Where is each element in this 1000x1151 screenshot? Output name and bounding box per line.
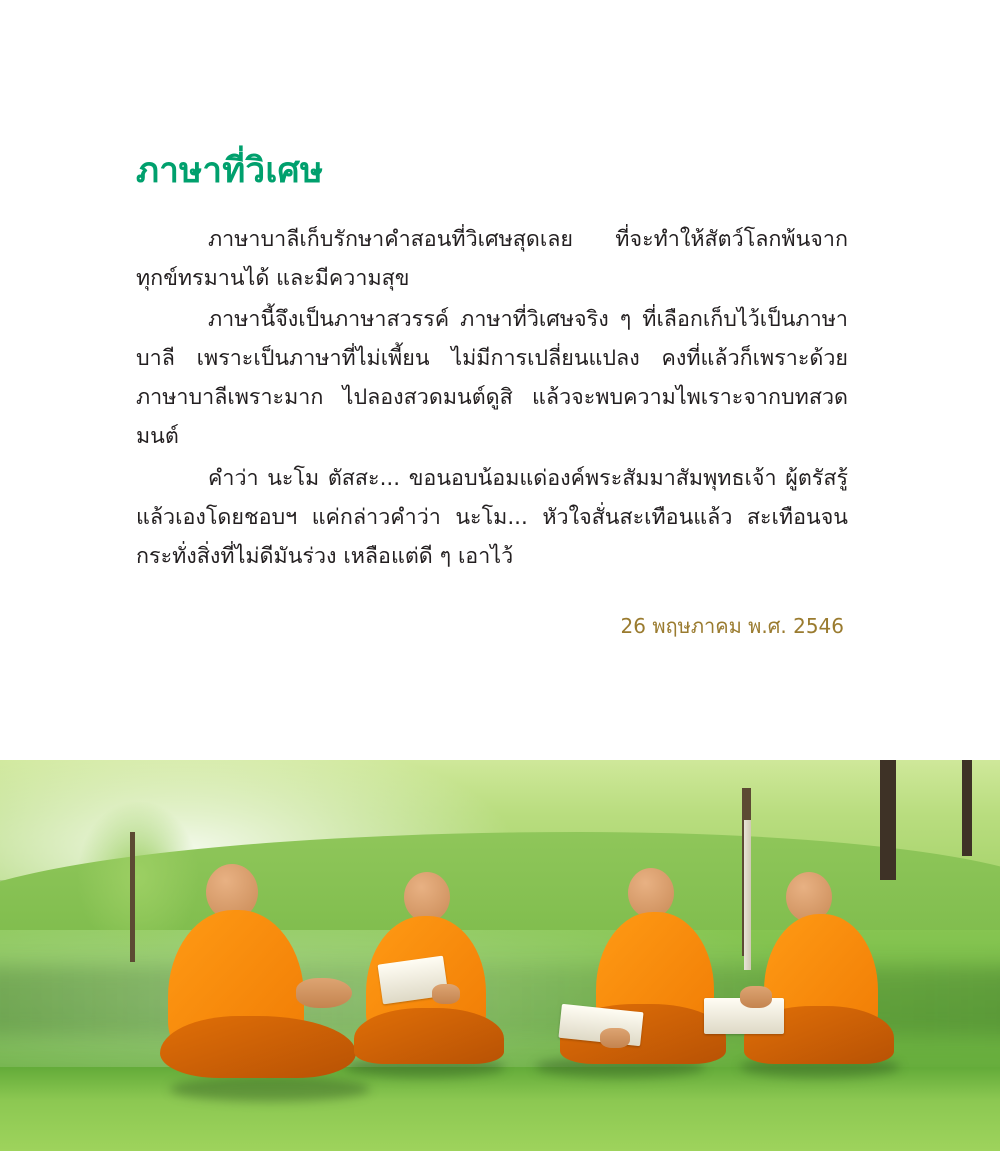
- date-line: 26 พฤษภาคม พ.ศ. 2546: [620, 613, 844, 638]
- text-column: [136, 150, 848, 642]
- monk-robe-2-lap: [354, 1008, 504, 1064]
- monk-arm-4: [740, 986, 772, 1008]
- monk-arm-1: [296, 978, 352, 1008]
- monk-hand-2: [432, 984, 460, 1004]
- tree-trunk-right-edge: [880, 760, 896, 880]
- page-title: ภาษาที่วิเศษ: [136, 151, 324, 191]
- shadow-monk-1: [170, 1076, 370, 1102]
- tree-trunk-right-edge-2: [962, 760, 972, 856]
- sapling-foliage: [78, 802, 198, 952]
- sapling-trunk: [130, 832, 135, 962]
- monk-hand-3: [600, 1028, 630, 1048]
- paragraph-3: คำว่า นะโม ตัสสะ... ขอนอบน้อมแด่องค์พระสัมมาสัมพุทธเจ้า ผู้ตรัสรู้แล้วเองโดยชอบฯ แค่กล่าวคำว่า นะโม... หัวใจสั่นสะเทือนแล้ว สะเทือนจนกระทั่งสิ่งที่ไม่ดีมันร่วง เหลือแต่ดี ๆ เอาไว้: [136, 465, 848, 569]
- photo-monks-on-lawn: [0, 760, 1000, 1151]
- paragraph-1: ภาษาบาลีเก็บรักษาคำสอนที่วิเศษสุดเลย ที่จะทำให้สัตว์โลกพ้นจากทุกข์ทรมานได้ และมีความสุข: [136, 226, 848, 291]
- photo-foreground-grass: [0, 1067, 1000, 1151]
- monk-head-2: [404, 872, 450, 922]
- white-pole: [744, 820, 751, 970]
- paragraph-2: ภาษานี้จึงเป็นภาษาสวรรค์ ภาษาที่วิเศษจริง ๆ ที่เลือกเก็บไว้เป็นภาษาบาลี เพราะเป็นภาษาที่ไม่เพี้ยน ไม่มีการเปลี่ยนแปลง คงที่แล้วก็เพราะด้วย ภาษาบาลีเพราะมาก ไปลองสวดมนต์ดูสิ แล้วจะพบความไพเราะจากบทสวดมนต์: [136, 307, 848, 450]
- monk-head-3: [628, 868, 674, 918]
